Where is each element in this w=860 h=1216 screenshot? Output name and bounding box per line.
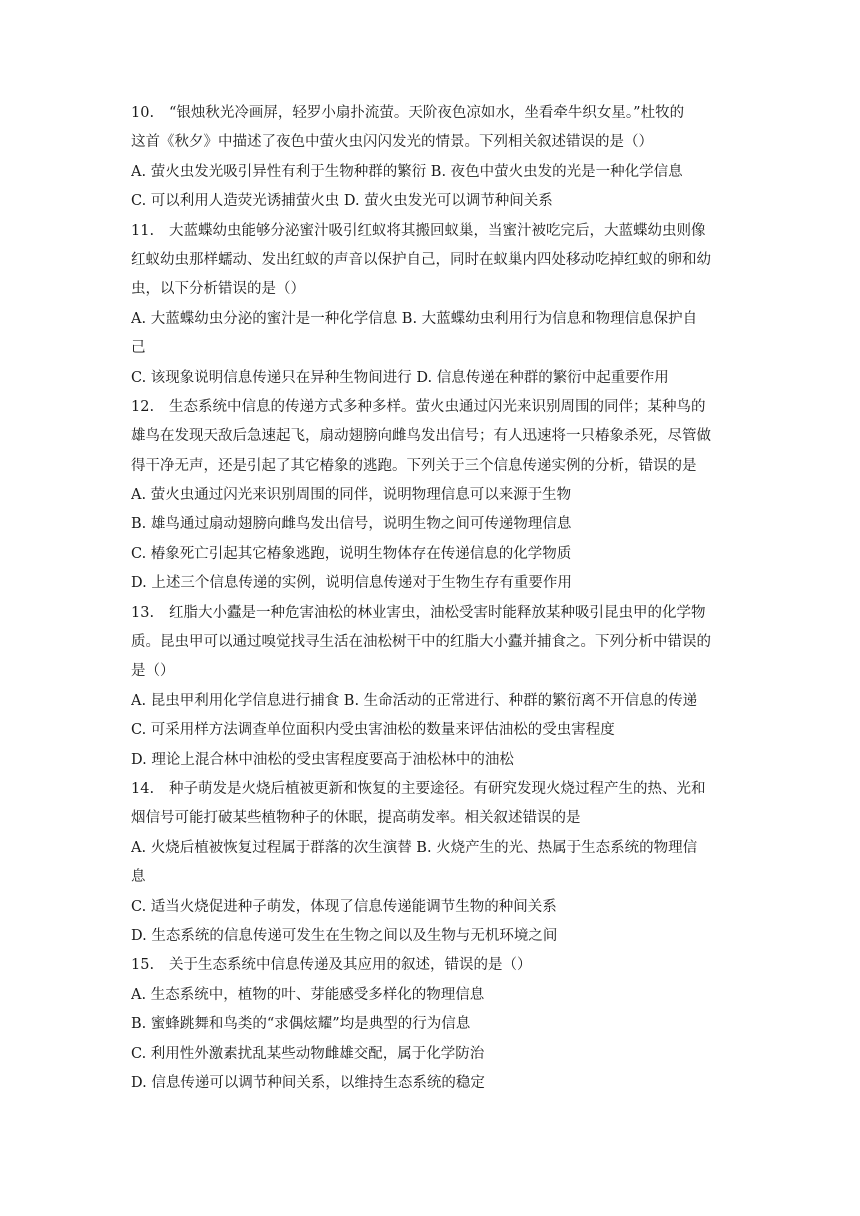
question-stem-line: [131, 775, 737, 804]
option-line: A. 生态系统中，植物的叶、芽能感受多样化的物理信息: [131, 986, 485, 1003]
question-stem-line: 雄鸟在发现天敌后急速起飞，扇动翅膀向雌鸟发出信号；有人迅速将一只椿象杀死，尽管做: [131, 428, 711, 445]
question-list: [131, 99, 737, 1098]
question-stem-line: 质。昆虫甲可以通过嗅觉找寻生活在油松树干中的红脂大小蠹并捕食之。下列分析中错误的: [131, 634, 711, 651]
option-line: A. 萤火虫通过闪光来识别周围的同伴，说明物理信息可以来源于生物: [131, 487, 572, 504]
question-stem-line: [131, 99, 737, 128]
option-line: C. 适当火烧促进种子萌发，体现了信息传递能调节生物的种间关系: [131, 898, 557, 915]
option-line: B. 蜜蜂跳舞和鸟类的“求偶炫耀”均是典型的行为信息: [131, 1016, 471, 1033]
question-number: 15.: [131, 957, 155, 974]
option-line: D. 生态系统的信息传递可发生在生物之间以及生物与无机环境之间: [131, 927, 558, 944]
question-stem-line: 得干净无声，还是引起了其它椿象的逃跑。下列关于三个信息传递实例的分析，错误的是: [131, 457, 697, 474]
question-stem-line: 是（）: [131, 663, 175, 680]
option-line: D. 上述三个信息传递的实例，说明信息传递对于生物生存有重要作用: [131, 575, 572, 592]
question-number: 14.: [131, 780, 155, 797]
question-10: [131, 99, 737, 217]
question-stem-text: 种子萌发是火烧后植被更新和恢复的主要途径。有研究发现火烧过程产生的热、光和: [169, 780, 706, 797]
question-stem-line: 红蚁幼虫那样蠕动、发出红蚁的声音以保护自己，同时在蚁巢内四处移动吃掉红蚁的卵和幼: [131, 251, 711, 268]
question-stem-line: [131, 951, 737, 980]
option-line: A. 萤火虫发光吸引异性有利于生物种群的繁衍 B. 夜色中萤火虫发的光是一种化学信息: [131, 163, 683, 180]
question-stem-line: 这首《秋夕》中描述了夜色中萤火虫闪闪发光的情景。下列相关叙述错误的是（）: [131, 134, 653, 151]
option-line: C. 可采用样方法调查单位面积内受虫害油松的数量来评估油松的受虫害程度: [131, 722, 615, 739]
question-stem-text: 红脂大小蠹是一种危害油松的林业害虫，油松受害时能释放某种吸引昆虫甲的化学物: [169, 604, 706, 621]
option-line: D. 理论上混合林中油松的受虫害程度要高于油松林中的油松: [131, 751, 514, 768]
question-number: 13.: [131, 604, 155, 621]
question-stem-text: “银烛秋光冷画屏，轻罗小扇扑流萤。天阶夜色凉如水，坐看牵牛织女星。”杜牧的: [169, 105, 685, 121]
option-line: A. 大蓝蝶幼虫分泌的蜜汁是一种化学信息 B. 大蓝蝶幼虫利用行为信息和物理信息保护自: [131, 310, 698, 327]
question-number: 11.: [131, 222, 155, 239]
question-stem-line: 烟信号可能打破某些植物种子的休眠，提高萌发率。相关叙述错误的是: [131, 810, 581, 827]
question-12: [131, 393, 737, 599]
question-number: 10.: [131, 105, 155, 121]
question-number: 12.: [131, 398, 155, 415]
option-line: A. 火烧后植被恢复过程属于群落的次生演替 B. 火烧产生的光、热属于生态系统的物理信: [131, 839, 698, 856]
question-stem-text: 生态系统中信息的传递方式多种多样。萤火虫通过闪光来识别周围的同伴；某种鸟的: [169, 398, 706, 415]
question-13: [131, 599, 737, 775]
question-stem-text: 关于生态系统中信息传递及其应用的叙述，错误的是（）: [169, 957, 532, 974]
option-line: C. 可以利用人造荧光诱捕萤火虫 D. 萤火虫发光可以调节种间关系: [131, 193, 553, 210]
question-stem-line: 虫，以下分析错误的是（）: [131, 281, 305, 298]
option-line: A. 昆虫甲利用化学信息进行捕食 B. 生命活动的正常进行、种群的繁衍离不开信息的传递: [131, 692, 698, 709]
option-line: C. 该现象说明信息传递只在异种生物间进行 D. 信息传递在种群的繁衍中起重要作用: [131, 369, 669, 386]
option-line: 己: [131, 340, 146, 357]
question-stem-line: [131, 217, 737, 246]
question-14: [131, 775, 737, 951]
option-line: C. 利用性外激素扰乱某些动物雌雄交配，属于化学防治: [131, 1045, 485, 1062]
option-line: B. 雄鸟通过扇动翅膀向雌鸟发出信号，说明生物之间可传递物理信息: [131, 516, 572, 533]
question-stem-line: [131, 393, 737, 422]
option-line: D. 信息传递可以调节种间关系，以维持生态系统的稳定: [131, 1074, 485, 1091]
option-line: C. 椿象死亡引起其它椿象逃跑，说明生物体存在传递信息的化学物质: [131, 545, 572, 562]
question-stem-line: [131, 599, 737, 628]
question-11: [131, 217, 737, 393]
option-line: 息: [131, 869, 146, 886]
question-15: [131, 951, 737, 1098]
question-stem-text: 大蓝蝶幼虫能够分泌蜜汁吸引红蚁将其搬回蚁巢，当蜜汁被吃完后，大蓝蝶幼虫则像: [169, 222, 706, 239]
